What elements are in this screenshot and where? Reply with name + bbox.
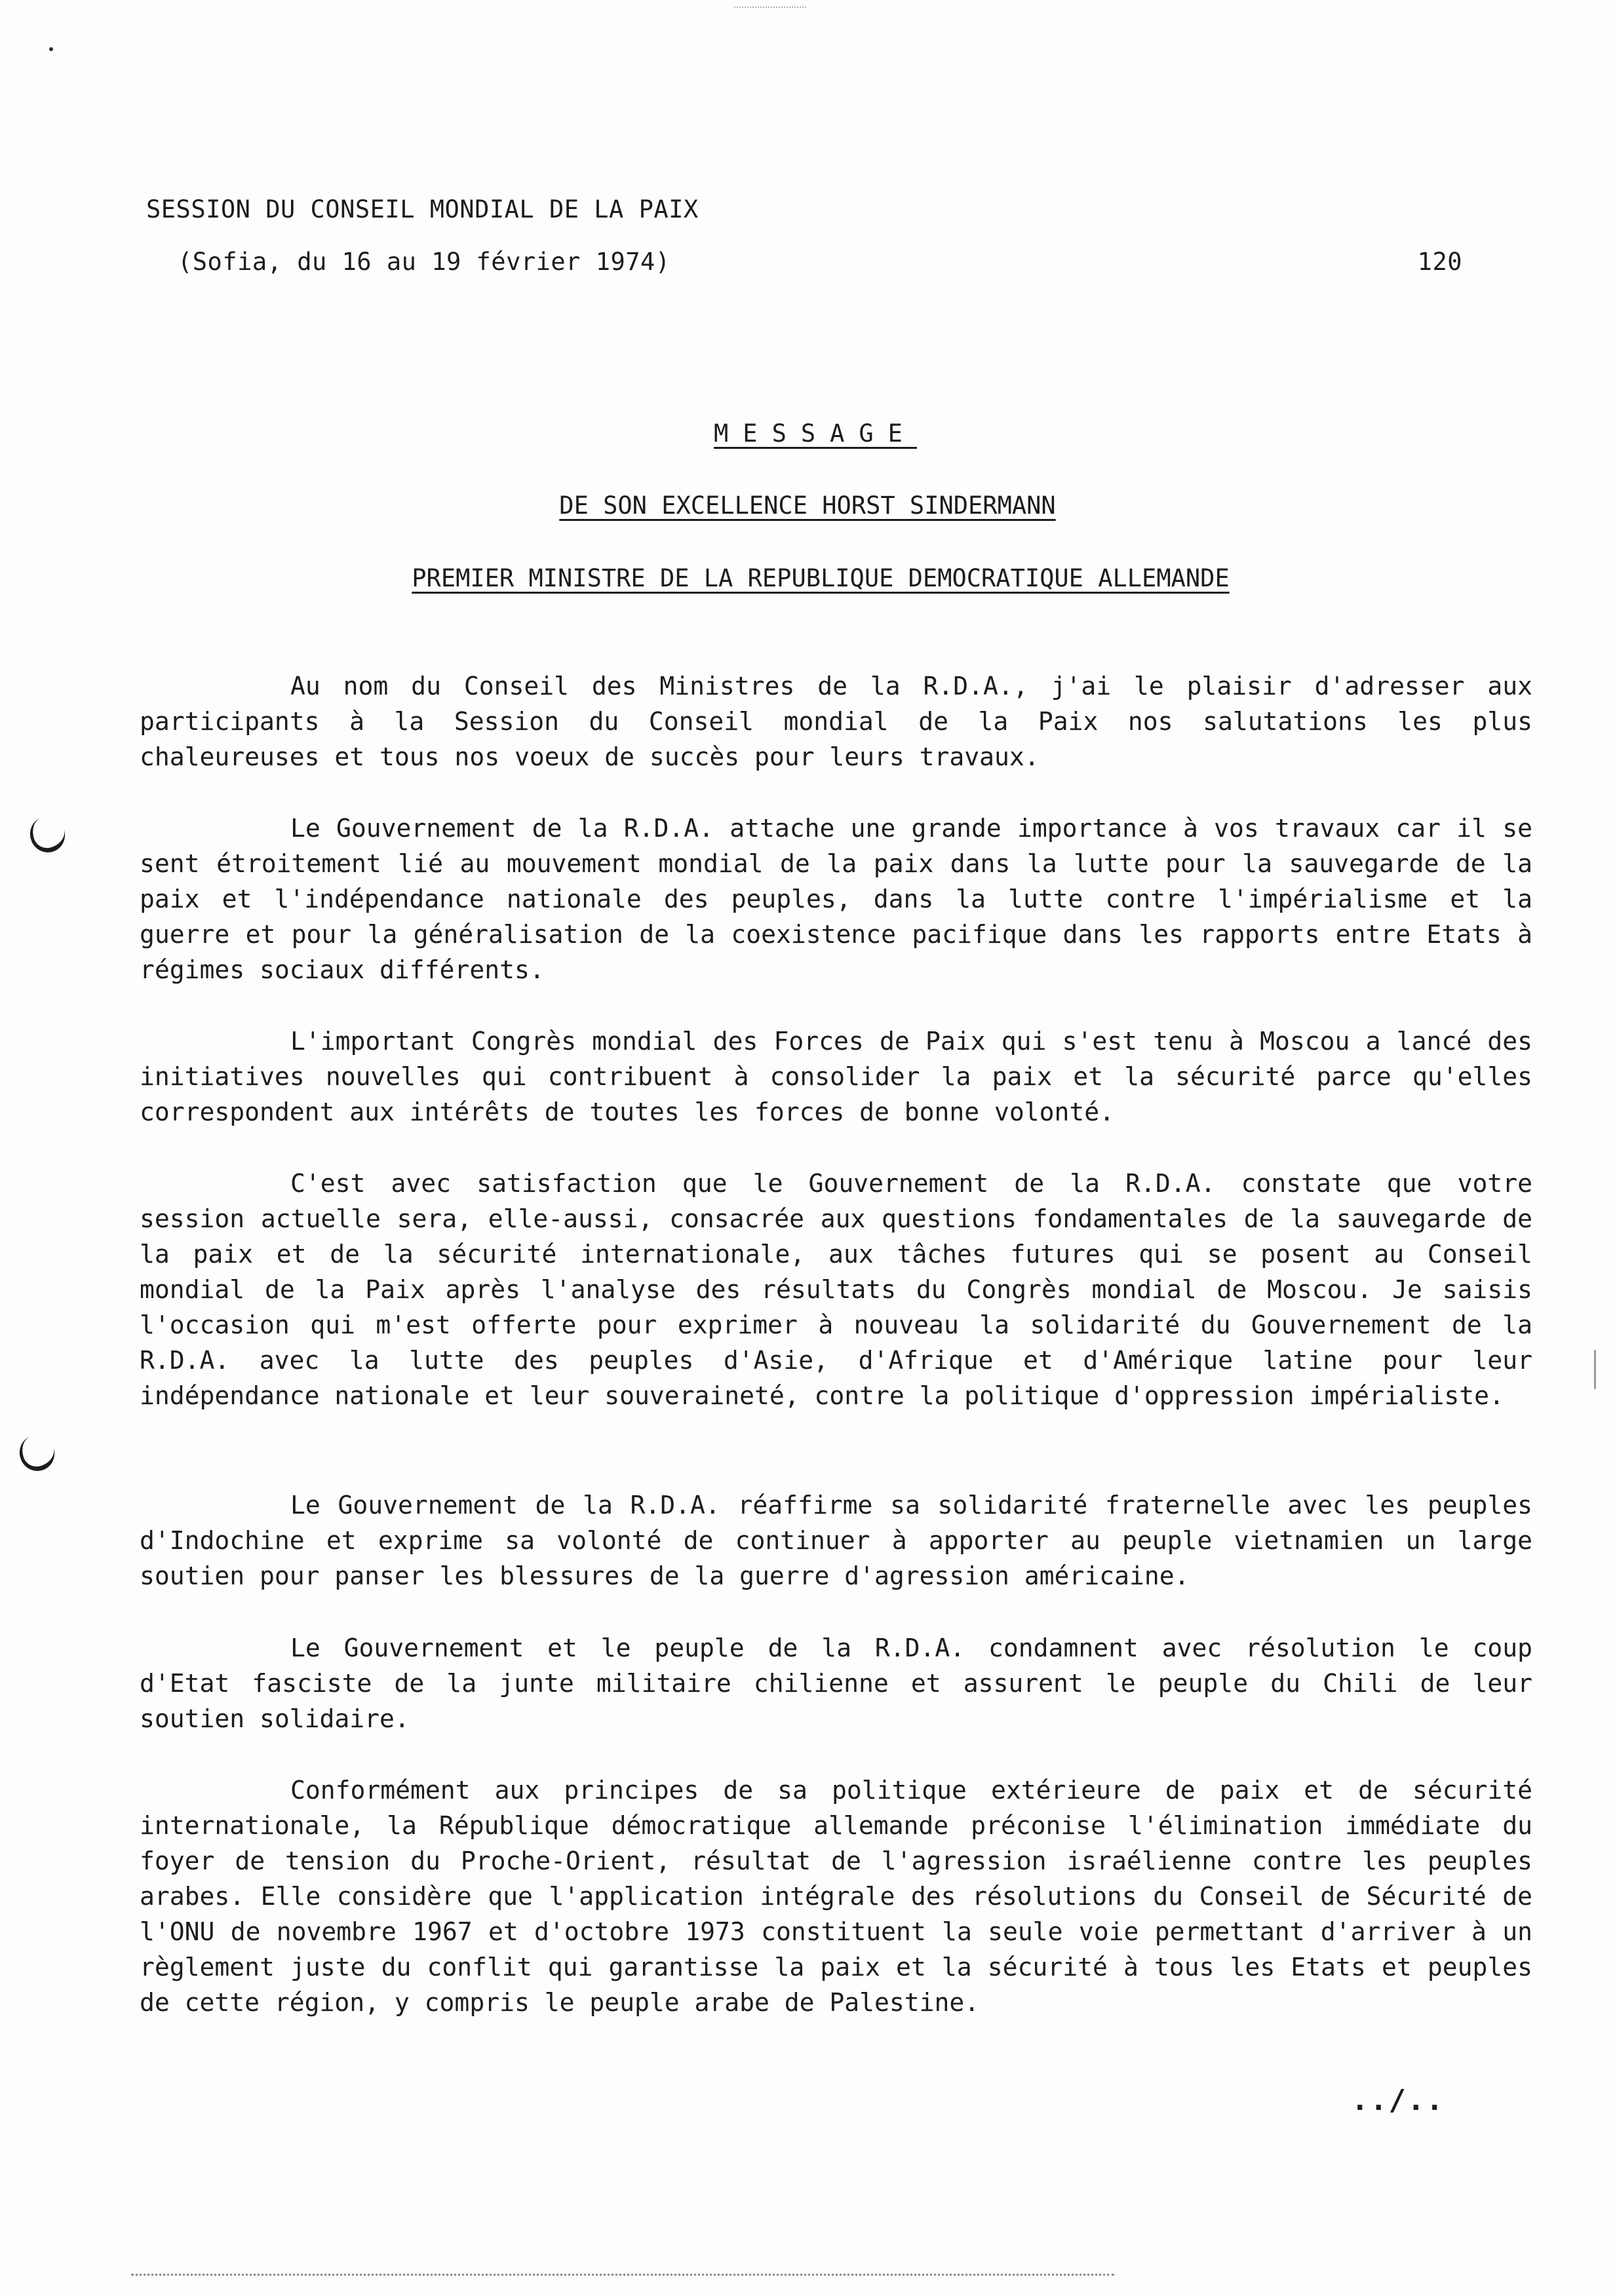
message-title: MESSAGE xyxy=(714,419,917,448)
body-paragraph: Conformément aux principes de sa politique extérieure de paix et de sécurité internationale, la République démocratique allemande préconise l'élimination immédiate du foyer de tension du Proche-Orient, résultat de l'agression israélienne contre les peuples arabes. Elle considère que l'application intégrale des résolutions du Conseil de Sécurité de l'ONU de novembre 1967 et d'octobre 1973 constituent la seule voie permettant d'arriver à un règlement juste du conflit qui garantisse la paix et la sécurité à tous les Etats et peuples de cette région, y compris le peuple arabe de Palestine. xyxy=(140,1776,1532,2017)
session-title: SESSION DU CONSEIL MONDIAL DE LA PAIX xyxy=(146,195,699,223)
punch-hole-mark xyxy=(25,812,70,858)
scan-edge-top xyxy=(734,7,806,8)
body-paragraph: Le Gouvernement de la R.D.A. attache une grande importance à vos travaux car il se sent étroitement lié au mouvement mondial de la paix dans la lutte pour la sauvegarde de la paix et l'indépendance nationale des peuples, dans la lutte contre l'impérialisme et la guerre et pour la généralisation de la coexistence pacifique dans les rapports entre Etats à régimes sociaux différents. xyxy=(140,814,1532,984)
body-paragraph: Le Gouvernement et le peuple de la R.D.A. condamnent avec résolution le coup d'Etat fasciste de la junte militaire chilienne et assurent le peuple du Chili de leur soutien solidaire. xyxy=(140,1634,1532,1733)
session-dates: (Sofia, du 16 au 19 février 1974) xyxy=(178,248,671,276)
punch-hole-mark xyxy=(14,1430,60,1476)
body-paragraph: C'est avec satisfaction que le Gouvernement de la R.D.A. constate que votre session actuelle sera, elle-aussi, consacrée aux questions fondamentales de la sauvegarde de la paix et de la sécurité internationale, aux tâches futures qui se posent au Conseil mondial de la Paix après l'analyse des résultats du Congrès mondial de Moscou. Je saisis l'occasion qui m'est offerte pour exprimer à nouveau la solidarité du Gouvernement de la R.D.A. avec la lutte des peuples d'Asie, d'Afrique et d'Amérique latine pour leur indépendance nationale et leur souveraineté, contre la politique d'oppression impérialiste. xyxy=(140,1169,1532,1410)
scan-speck xyxy=(1594,1350,1596,1389)
message-author: DE SON EXCELLENCE HORST SINDERMANN xyxy=(559,491,1056,520)
scan-edge-bottom xyxy=(131,2274,1114,2276)
body-paragraph: L'important Congrès mondial des Forces de Paix qui s'est tenu à Moscou a lancé des initiatives nouvelles qui contribuent à consolider la paix et la sécurité parce qu'elles correspondent aux intérêts de toutes les forces de bonne volonté. xyxy=(140,1027,1532,1126)
continuation-mark: ../.. xyxy=(1351,2084,1445,2117)
body-paragraph: Le Gouvernement de la R.D.A. réaffirme sa solidarité fraternelle avec les peuples d'Indochine et exprime sa volonté de continuer à apporter au peuple vietnamien un large soutien pour panser les blessures de la guerre d'agression américaine. xyxy=(140,1491,1532,1590)
scan-speck xyxy=(49,47,53,51)
page-number: 120 xyxy=(1417,248,1462,276)
body-paragraph: Au nom du Conseil des Ministres de la R.D.A., j'ai le plaisir d'adresser aux participants à la Session du Conseil mondial de la Paix nos salutations les plus chaleureuses et tous nos voeux de succès pour leurs travaux. xyxy=(140,672,1532,771)
message-author-role: PREMIER MINISTRE DE LA REPUBLIQUE DEMOCRATIQUE ALLEMANDE xyxy=(412,564,1230,592)
